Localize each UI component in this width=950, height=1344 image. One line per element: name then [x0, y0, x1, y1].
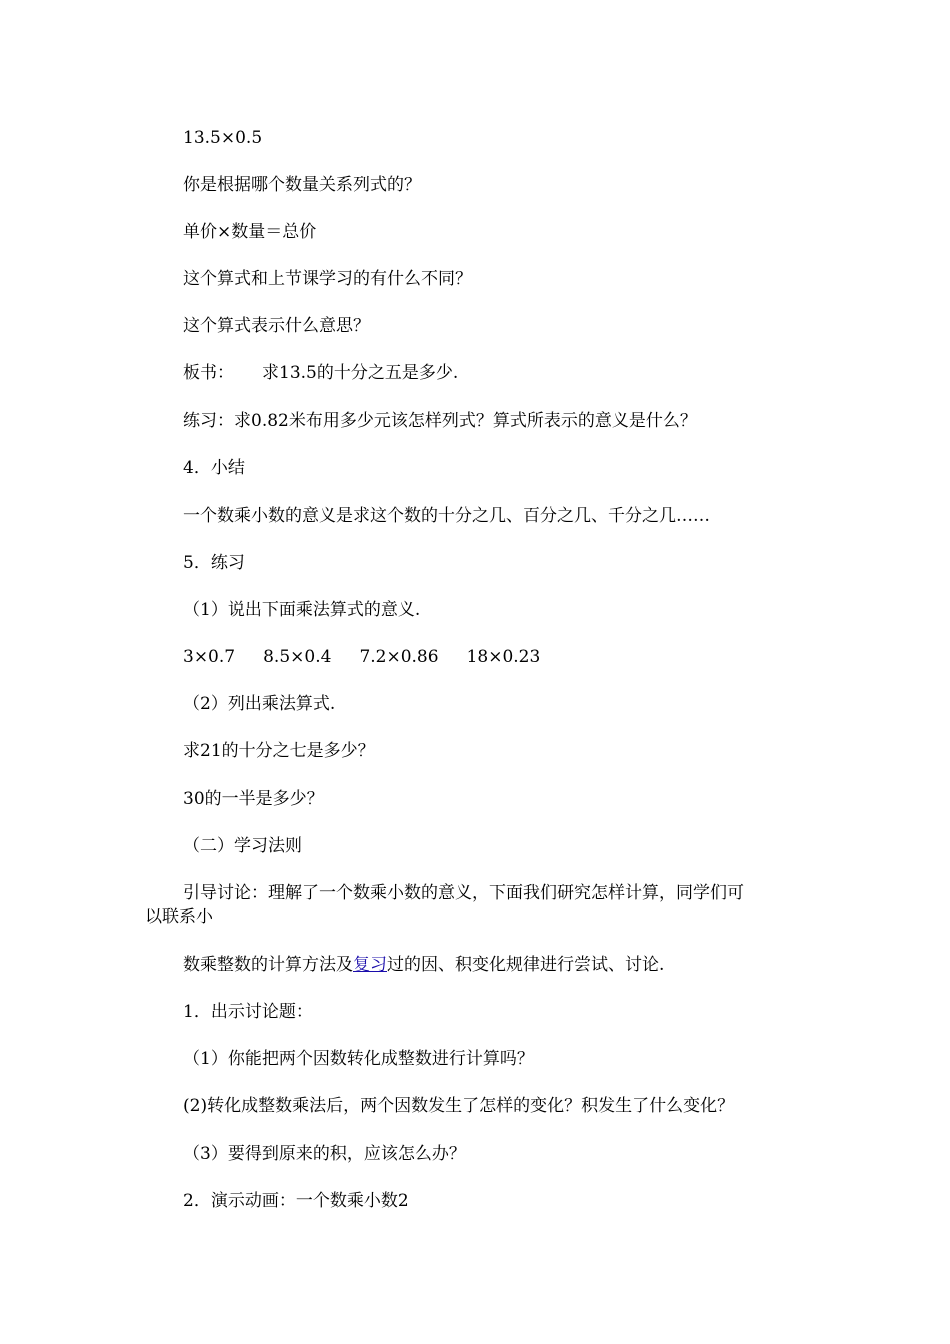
- board-note-label: 板书：: [183, 363, 234, 383]
- board-note-text: 求13.5的十分之五是多少.: [262, 363, 459, 383]
- section-heading: 2．演示动画：一个数乘小数2: [183, 1191, 409, 1211]
- expression-2: 8.5×0.4: [263, 647, 332, 667]
- exercise-item: （1）说出下面乘法算式的意义.: [183, 600, 421, 620]
- expression-3: 7.2×0.86: [359, 647, 439, 667]
- exercise-item: （2）列出乘法算式.: [183, 694, 336, 714]
- discussion-question: (2)转化成整数乘法后，两个因数发生了怎样的变化？积发生了什么变化？: [183, 1096, 735, 1116]
- discussion-question: （1）你能把两个因数转化成整数进行计算吗？: [183, 1049, 534, 1069]
- question-line: 你是根据哪个数量关系列式的？: [183, 175, 421, 195]
- expression-1: 3×0.7: [183, 647, 236, 667]
- discussion-line: [183, 954, 664, 976]
- exercise-line: 练习：求0.82米布用多少元该怎样列式？算式所表示的意义是什么？: [183, 411, 697, 431]
- section-heading: （二）学习法则: [183, 836, 302, 856]
- discussion-intro: 引导讨论：理解了一个数乘小数的意义，下面我们研究怎样计算，同学们可: [183, 883, 744, 903]
- board-note-line: [183, 362, 458, 384]
- formula-line: 单价×数量＝总价: [183, 222, 317, 242]
- question-line: 这个算式表示什么意思？: [183, 316, 370, 336]
- section-heading: 5．练习: [183, 553, 245, 573]
- section-heading: 1．出示讨论题：: [183, 1002, 313, 1022]
- expression-line: 13.5×0.5: [183, 128, 263, 148]
- discussion-text-pre: 数乘整数的计算方法及: [183, 955, 353, 975]
- discussion-intro-continued: 以联系小: [145, 907, 213, 927]
- exercise-question: 30的一半是多少？: [183, 789, 324, 809]
- exercise-question: 求21的十分之七是多少？: [183, 741, 375, 761]
- discussion-question: （3）要得到原来的积，应该怎么办？: [183, 1144, 466, 1164]
- review-link[interactable]: 复习: [353, 955, 387, 975]
- summary-line: 一个数乘小数的意义是求这个数的十分之几、百分之几、千分之几……: [183, 506, 710, 526]
- expressions-row: [183, 646, 540, 668]
- discussion-text-post: 过的因、积变化规律进行尝试、讨论.: [387, 955, 665, 975]
- question-line: 这个算式和上节课学习的有什么不同？: [183, 269, 472, 289]
- section-heading: 4．小结: [183, 458, 245, 478]
- expression-4: 18×0.23: [466, 647, 541, 667]
